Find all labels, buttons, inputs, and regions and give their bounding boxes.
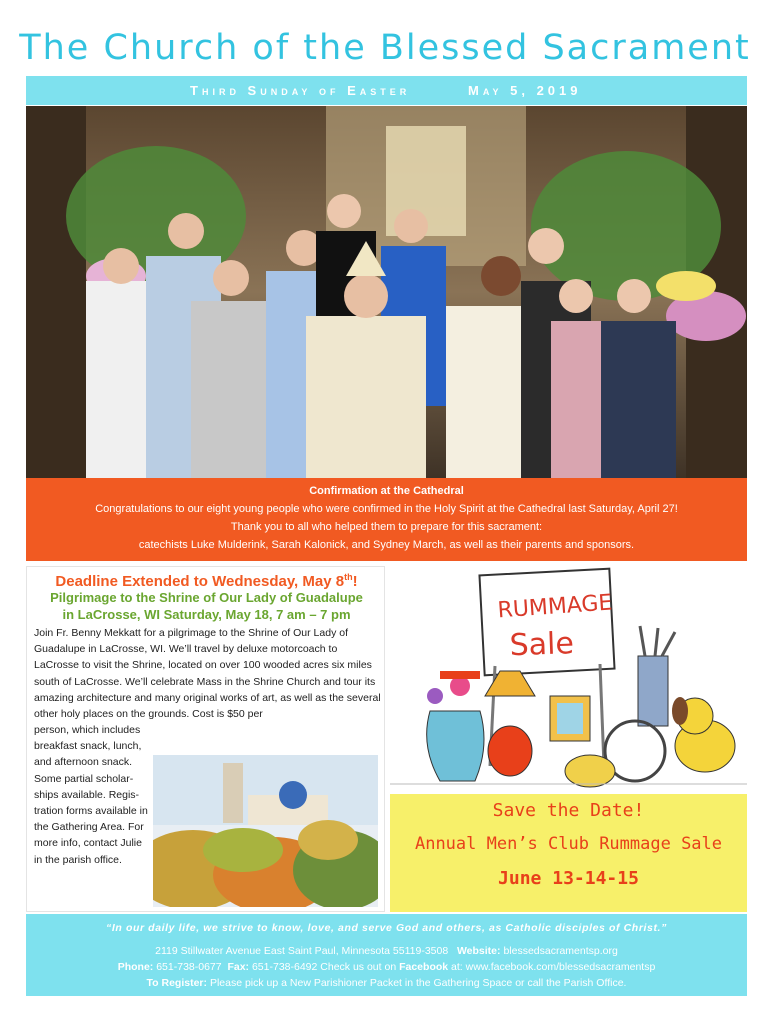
facebook-link[interactable]: at: www.facebook.com/blessedsacramentsp <box>451 961 656 973</box>
confirmation-photo <box>26 106 747 478</box>
sign-text-sale: Sale <box>509 626 575 664</box>
caption-line: Congratulations to our eight young people who were confirmed in the Holy Spirit at the Cathedral last Saturday, April 27! <box>95 503 678 515</box>
parish-footer <box>26 914 747 996</box>
register-text: Please pick up a New Parishioner Packet in the Gathering Space or call the Parish Office. <box>209 977 627 989</box>
caption-line: Thank you to all who helped them to prepare for this sacrament: <box>230 521 543 533</box>
phone-label: Phone: <box>117 961 154 973</box>
facebook-label: Facebook <box>399 961 449 973</box>
bulletin-date: May 5, 2019 <box>468 83 582 98</box>
pilgrimage-body-continued: person, which includes breakfast snack, lunch, and afternoon snack. Some partial scholar-ships available. Regis-tration forms available in the Gathering Area. For more info, contact Julie in the parish office. <box>34 724 148 866</box>
parish-motto: “In our daily life, we strive to know, love, and serve God and others, as Catholic disciples of Christ.” <box>106 922 667 934</box>
register-row <box>26 975 747 991</box>
phone-number[interactable]: 651-738-0677 <box>156 961 222 973</box>
deadline-heading: Deadline Extended to Wednesday, May 8th! <box>55 572 358 590</box>
liturgical-day: Third Sunday of Easter <box>190 83 411 98</box>
shrine-photo <box>153 755 378 907</box>
pilgrimage-heading: Pilgrimage to the Shrine of Our Lady of Guadalupe in LaCrosse, WI Saturday, May 18, 7 am – 7 pm <box>50 590 363 622</box>
pilgrimage-article <box>26 566 385 912</box>
caption-title: Confirmation at the Cathedral <box>309 485 464 497</box>
website-label: Website: <box>456 945 501 957</box>
save-the-date: Save the Date! <box>492 800 645 821</box>
address-row <box>26 943 747 959</box>
sign-text-rummage: RUMMAGE <box>496 590 614 624</box>
dateline-bar <box>26 76 747 105</box>
photo-caption <box>26 478 747 561</box>
rummage-sale-illustration <box>390 566 747 794</box>
fax-number: 651-738-6492 <box>251 961 318 973</box>
contact-row <box>26 959 747 975</box>
rummage-event-title: Annual Men’s Club Rummage Sale <box>414 834 723 854</box>
rummage-dates: June 13-14-15 <box>498 868 639 889</box>
page-title: The Church of the Blessed Sacrament <box>19 28 751 68</box>
fax-label: Fax: <box>227 961 250 973</box>
facebook-pre: Check us out on <box>320 961 397 973</box>
website-link[interactable]: blessedsacramentsp.org <box>503 945 618 957</box>
parish-address: 2119 Stillwater Avenue East Saint Paul, Minnesota 55119-3508 <box>155 945 449 957</box>
caption-line: catechists Luke Mulderink, Sarah Kalonick, and Sydney March, as well as their parents and sponsors. <box>138 539 635 551</box>
register-label: To Register: <box>146 977 208 989</box>
rummage-sale-notice <box>390 794 747 912</box>
pilgrimage-body: Join Fr. Benny Mekkatt for a pilgrimage to the Shrine of Our Lady of Guadalupe in LaCrosse, WI. We’ll travel by deluxe motorcoach to LaCrosse to visit the Shrine, located on over 100 wooded acres six miles south of LaCrosse. We’ll celebrate Mass in the Shrine Church and tour its amazing architecture and many original works of art, as well as the several other holy places on the grounds. Cost is $50 per <box>34 627 381 721</box>
